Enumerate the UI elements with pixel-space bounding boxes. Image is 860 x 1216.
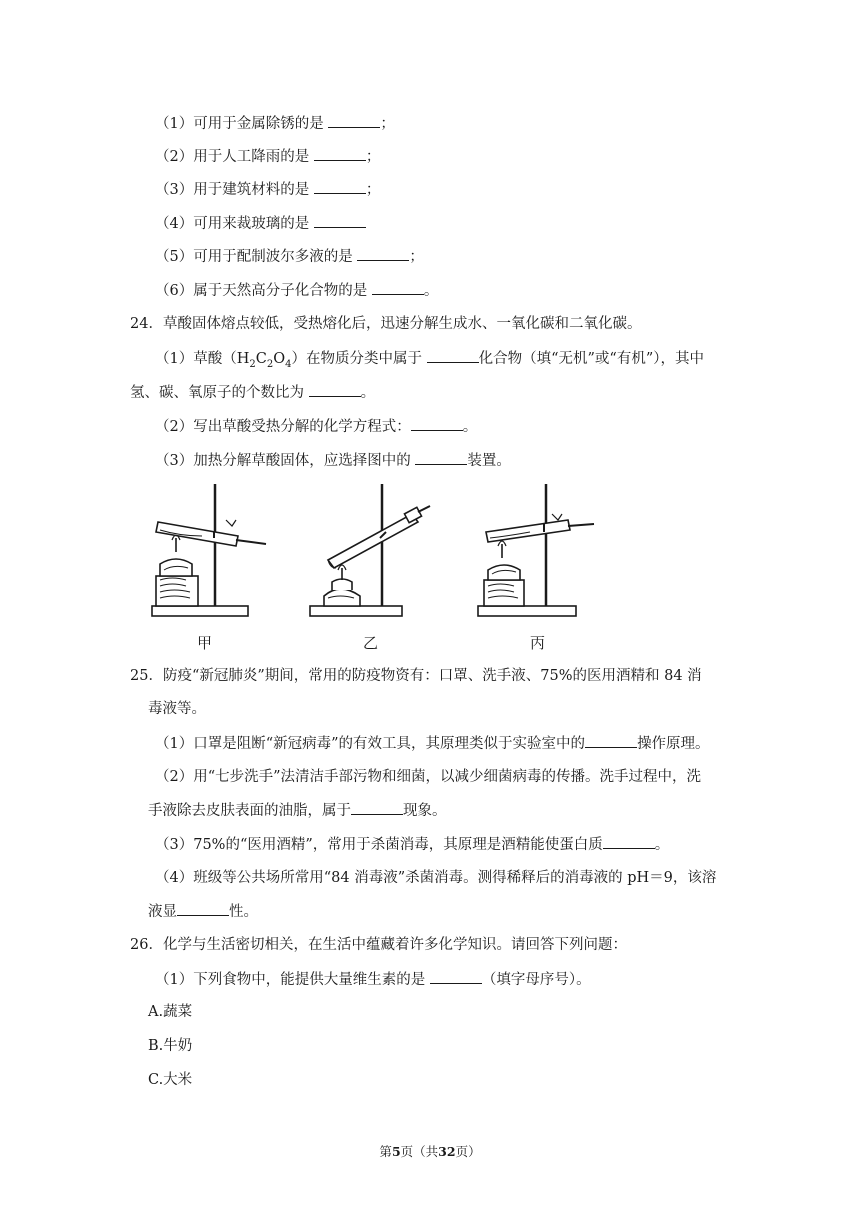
q23-item-4: （4）可用来裁玻璃的是 [155,213,366,234]
answer-blank[interactable] [427,348,479,363]
caption-jia: 甲 [197,634,213,652]
q25-stem-line2: 毒液等。 [148,701,206,717]
q23-item-1: （1）可用于金属除锈的是 ； [155,113,395,134]
apparatus-bing [478,484,594,616]
answer-blank[interactable] [351,800,403,815]
q26-stem: 26．化学与生活密切相关，在生活中蕴藏着许多化学知识。请回答下列问题： [130,937,627,953]
q26-option-c: C.大米 [148,1072,193,1088]
answer-blank[interactable] [328,113,380,128]
q25-part3: （3）75%的“医用酒精”，常用于杀菌消毒，其原理是酒精能使蛋白质 。 [155,834,669,855]
q24-part1: （1）草酸$(H_2C_2O_4)$在物质分类中属于 化合物（填“无机”或“有机”），其中 [155,348,704,375]
q24-stem: 24．草酸固体熔点较低，受热熔化后，迅速分解生成水、一氧化碳和二氧化碳。 [130,316,642,332]
answer-blank[interactable] [309,382,361,397]
answer-blank[interactable] [314,213,366,228]
answer-blank[interactable] [314,146,366,161]
q24-part2: （2）写出草酸受热分解的化学方程式： 。 [155,416,477,437]
q23-item-6: （6）属于天然高分子化合物的是 。 [155,280,438,301]
q23-item-2: （2）用于人工降雨的是 ； [155,146,380,167]
q23-item-3: （3）用于建筑材料的是 ； [155,179,380,200]
q24-part3: （3）加热分解草酸固体，应选择图中的 装置。 [155,450,511,471]
q24-part1-line2: 氢、碳、氧原子的个数比为 。 [130,382,375,403]
q25-part4: （4）班级等公共场所常用“84 消毒液”杀菌消毒。测得稀释后的消毒液的 pH＝9，该溶 [155,870,717,886]
answer-blank[interactable] [372,280,424,295]
apparatus-jia [152,484,266,616]
page-number: 5 [391,1144,401,1159]
apparatus-figure [148,480,598,655]
answer-blank[interactable] [314,179,366,194]
q25-stem: 25．防疫“新冠肺炎”期间，常用的防疫物资有：口罩、洗手液、75%的医用酒精和 84 消 [130,668,702,684]
answer-blank[interactable] [430,969,482,984]
answer-blank[interactable] [177,901,229,916]
q25-part1: （1）口罩是阻断“新冠病毒”的有效工具，其原理类似于实验室中的 操作原理。 [155,733,710,754]
q26-part1: （1）下列食物中，能提供大量维生素的是 （填字母序号）。 [155,969,591,990]
q25-part2: （2）用“七步洗手”法清洁手部污物和细菌，以减少细菌病毒的传播。洗手过程中，洗 [155,769,702,785]
page-footer: 第5页（共32页） [379,1144,481,1159]
q23-item-5: （5）可用于配制波尔多液的是 ； [155,246,424,267]
caption-yi: 乙 [363,634,379,652]
answer-blank[interactable] [415,450,467,465]
q26-option-b: B.牛奶 [148,1038,193,1054]
q25-part2-line2: 手液除去皮肤表面的油脂，属于 现象。 [148,800,447,821]
answer-blank[interactable] [585,733,637,748]
answer-blank[interactable] [603,834,655,849]
caption-bing: 丙 [530,634,546,652]
answer-blank[interactable] [357,246,409,261]
answer-blank[interactable] [411,416,463,431]
page-total: 32 [438,1144,456,1159]
q26-option-a: A.蔬菜 [148,1004,193,1020]
q25-part4-line2: 液显 性。 [148,901,258,922]
apparatus-yi [310,484,430,616]
